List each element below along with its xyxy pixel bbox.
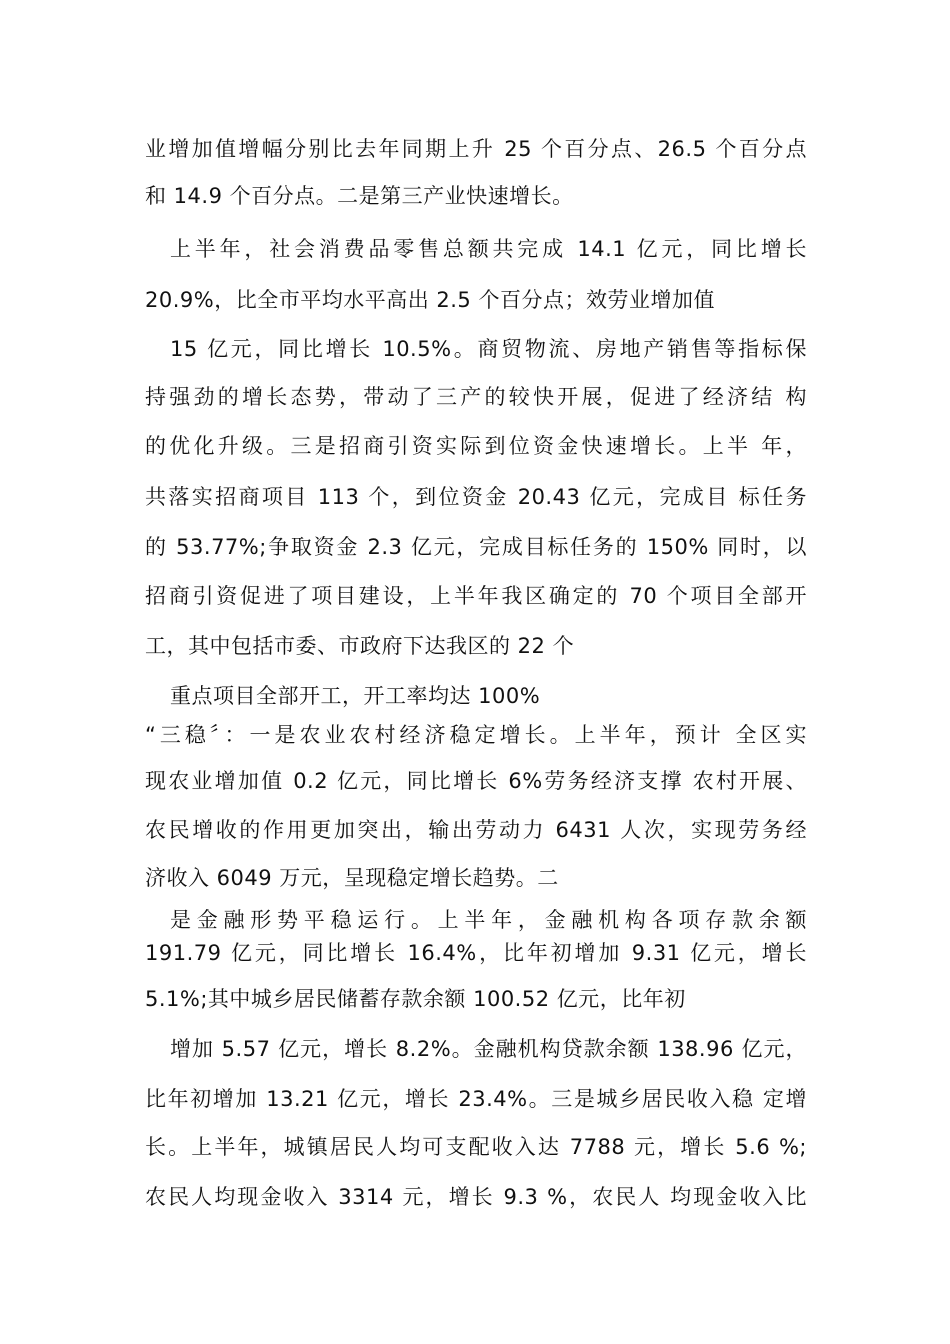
- text-line: 招商引资促进了项目建设，上半年我区确定的 70 个项目全部开: [145, 584, 807, 608]
- text-line: 191.79 亿元，同比增长 16.4%，比年初增加 9.31 亿元，增长: [145, 941, 807, 965]
- text-line: 的优化升级。三是招商引资实际到位资金快速增长。上半 年，: [145, 434, 807, 458]
- text-line: 持强劲的增长态势，带动了三产的较快开展，促进了经济结 构: [145, 385, 807, 409]
- text-line: 15 亿元，同比增长 10.5%。商贸物流、房地产销售等指标保: [170, 337, 807, 361]
- text-line: 农民人均现金收入 3314 元，增长 9.3 %，农民人 均现金收入比: [145, 1185, 807, 1209]
- text-line: 业增加值增幅分别比去年同期上升 25 个百分点、26.5 个百分点: [145, 137, 807, 161]
- text-line: 农民增收的作用更加突出，输出劳动力 6431 人次，实现劳务经: [145, 818, 807, 842]
- text-line: 5.1%;其中城乡居民储蓄存款余额 100.52 亿元，比年初: [145, 987, 686, 1011]
- text-line: 济收入 6049 万元，呈现稳定增长趋势。二: [145, 866, 559, 890]
- text-line: 是金融形势平稳运行。上半年，金融机构各项存款余额: [170, 908, 807, 932]
- text-line: 和 14.9 个百分点。二是第三产业快速增长。: [145, 184, 574, 208]
- text-line: 共落实招商项目 113 个，到位资金 20.43 亿元，完成目 标任务: [145, 485, 807, 509]
- text-line: 长。上半年，城镇居民人均可支配收入达 7788 元，增长 5.6 %;: [145, 1135, 807, 1159]
- text-line: 20.9%，比全市平均水平高出 2.5 个百分点；效劳业增加值: [145, 288, 715, 312]
- text-line: 增加 5.57 亿元，增长 8.2%。金融机构贷款余额 138.96 亿元，: [170, 1037, 807, 1061]
- text-line: 重点项目全部开工，开工率均达 100%: [170, 684, 541, 708]
- text-line: 比年初增加 13.21 亿元，增长 23.4%。三是城乡居民收入稳 定增: [145, 1087, 807, 1111]
- text-line: 现农业增加值 0.2 亿元，同比增长 6%劳务经济支撑 农村开展、: [145, 769, 807, 793]
- text-line: 上半年，社会消费品零售总额共完成 14.1 亿元，同比增长: [170, 237, 807, 261]
- text-line: “三稳〞：一是农业农村经济稳定增长。上半年，预计 全区实: [145, 723, 807, 747]
- text-line: 的 53.77%;争取资金 2.3 亿元，完成目标任务的 150% 同时，以: [145, 535, 807, 559]
- text-line: 工，其中包括市委、市政府下达我区的 22 个: [145, 634, 575, 658]
